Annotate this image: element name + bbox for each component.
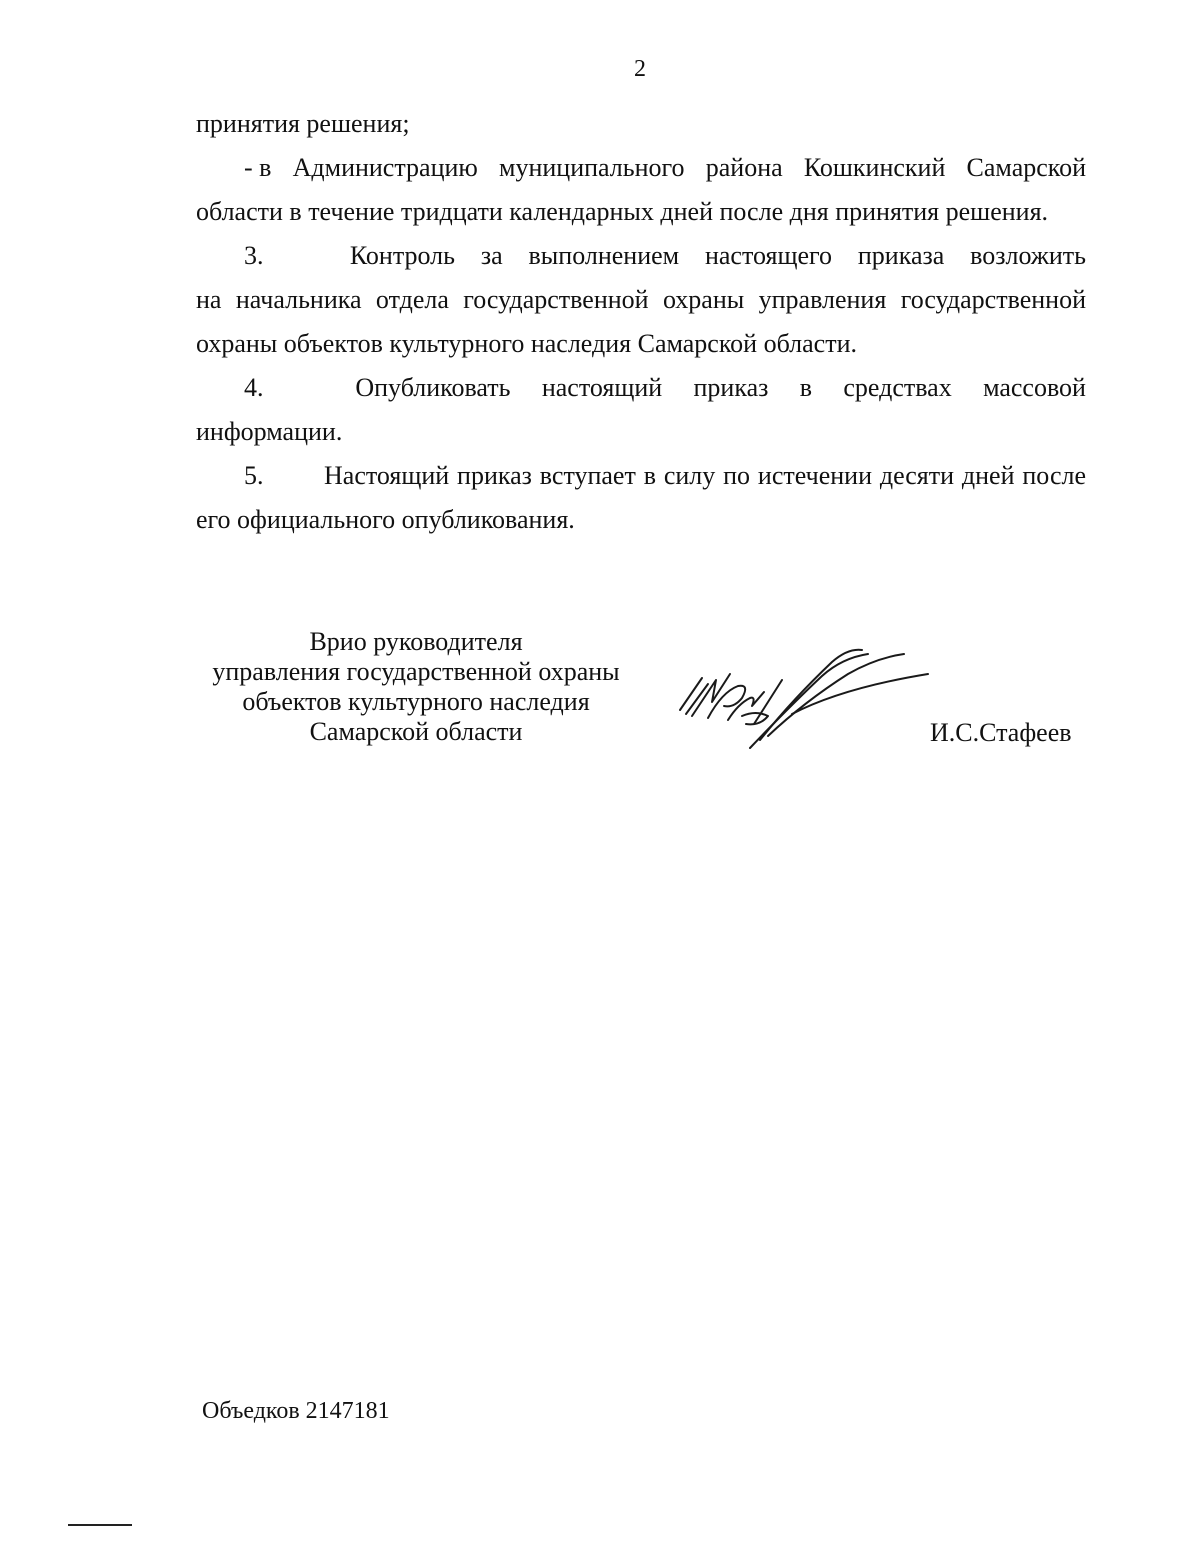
word: настоящего	[704, 241, 833, 270]
paragraph-administration-line2: области в течение тридцати календарных дней после дня принятия решения.	[196, 197, 1049, 226]
scan-mark	[68, 1524, 132, 1526]
position-line: объектов культурного наследия	[242, 687, 590, 716]
document-body	[196, 102, 1086, 542]
word: муниципального	[499, 153, 685, 182]
word: государственной	[900, 285, 1086, 314]
paragraph-3-line3: охраны объектов культурного наследия Самарской области.	[196, 329, 857, 358]
word: выполнением	[528, 241, 680, 270]
word: массовой	[983, 373, 1086, 402]
word: Контроль	[349, 241, 455, 270]
word: за	[480, 241, 503, 270]
word: приказа	[857, 241, 945, 270]
word: Кошкинский	[803, 153, 946, 182]
word: отдела	[375, 285, 449, 314]
word: Администрацию	[292, 153, 478, 182]
word: приказ	[693, 373, 769, 402]
word: настоящий	[541, 373, 663, 402]
paragraph-4-line1	[196, 366, 1086, 410]
paragraph-administration-line1	[196, 146, 1086, 190]
paragraph-5-line1	[196, 454, 1086, 498]
paragraph-5-number: 5.	[244, 461, 264, 490]
position-line: управления государственной охраны	[212, 657, 620, 686]
paragraph-3-line1	[196, 234, 1086, 278]
word: Самарской	[966, 153, 1086, 182]
word: на	[196, 285, 222, 314]
word: охраны	[662, 285, 745, 314]
word: государственной	[463, 285, 649, 314]
paragraph-3-number: 3.	[244, 241, 264, 270]
position-line: Врио руководителя	[309, 627, 523, 656]
paragraph-5-text: Настоящий приказ вступает в силу по истечении десяти дней после	[324, 461, 1086, 490]
paragraph-4-line2: информации.	[196, 417, 343, 446]
page-number: 2	[634, 56, 646, 82]
word: Опубликовать	[355, 373, 511, 402]
paragraph-continuation: принятия решения;	[196, 109, 410, 138]
handwritten-signature	[672, 640, 942, 760]
paragraph-3-line2	[196, 278, 1086, 322]
paragraph-5-line2: его официального опубликования.	[196, 505, 575, 534]
word: возложить	[970, 241, 1086, 270]
word: управления	[758, 285, 887, 314]
word: начальника	[235, 285, 362, 314]
signatory-position	[196, 627, 636, 747]
word: - в	[244, 153, 272, 182]
word: средствах	[843, 373, 952, 402]
executor-contact: Объедков 2147181	[202, 1398, 390, 1424]
word: в	[799, 373, 813, 402]
position-line: Самарской области	[309, 717, 523, 746]
signatory-name: И.С.Стафеев	[930, 718, 1072, 747]
paragraph-4-number: 4.	[244, 373, 264, 402]
word: района	[705, 153, 783, 182]
